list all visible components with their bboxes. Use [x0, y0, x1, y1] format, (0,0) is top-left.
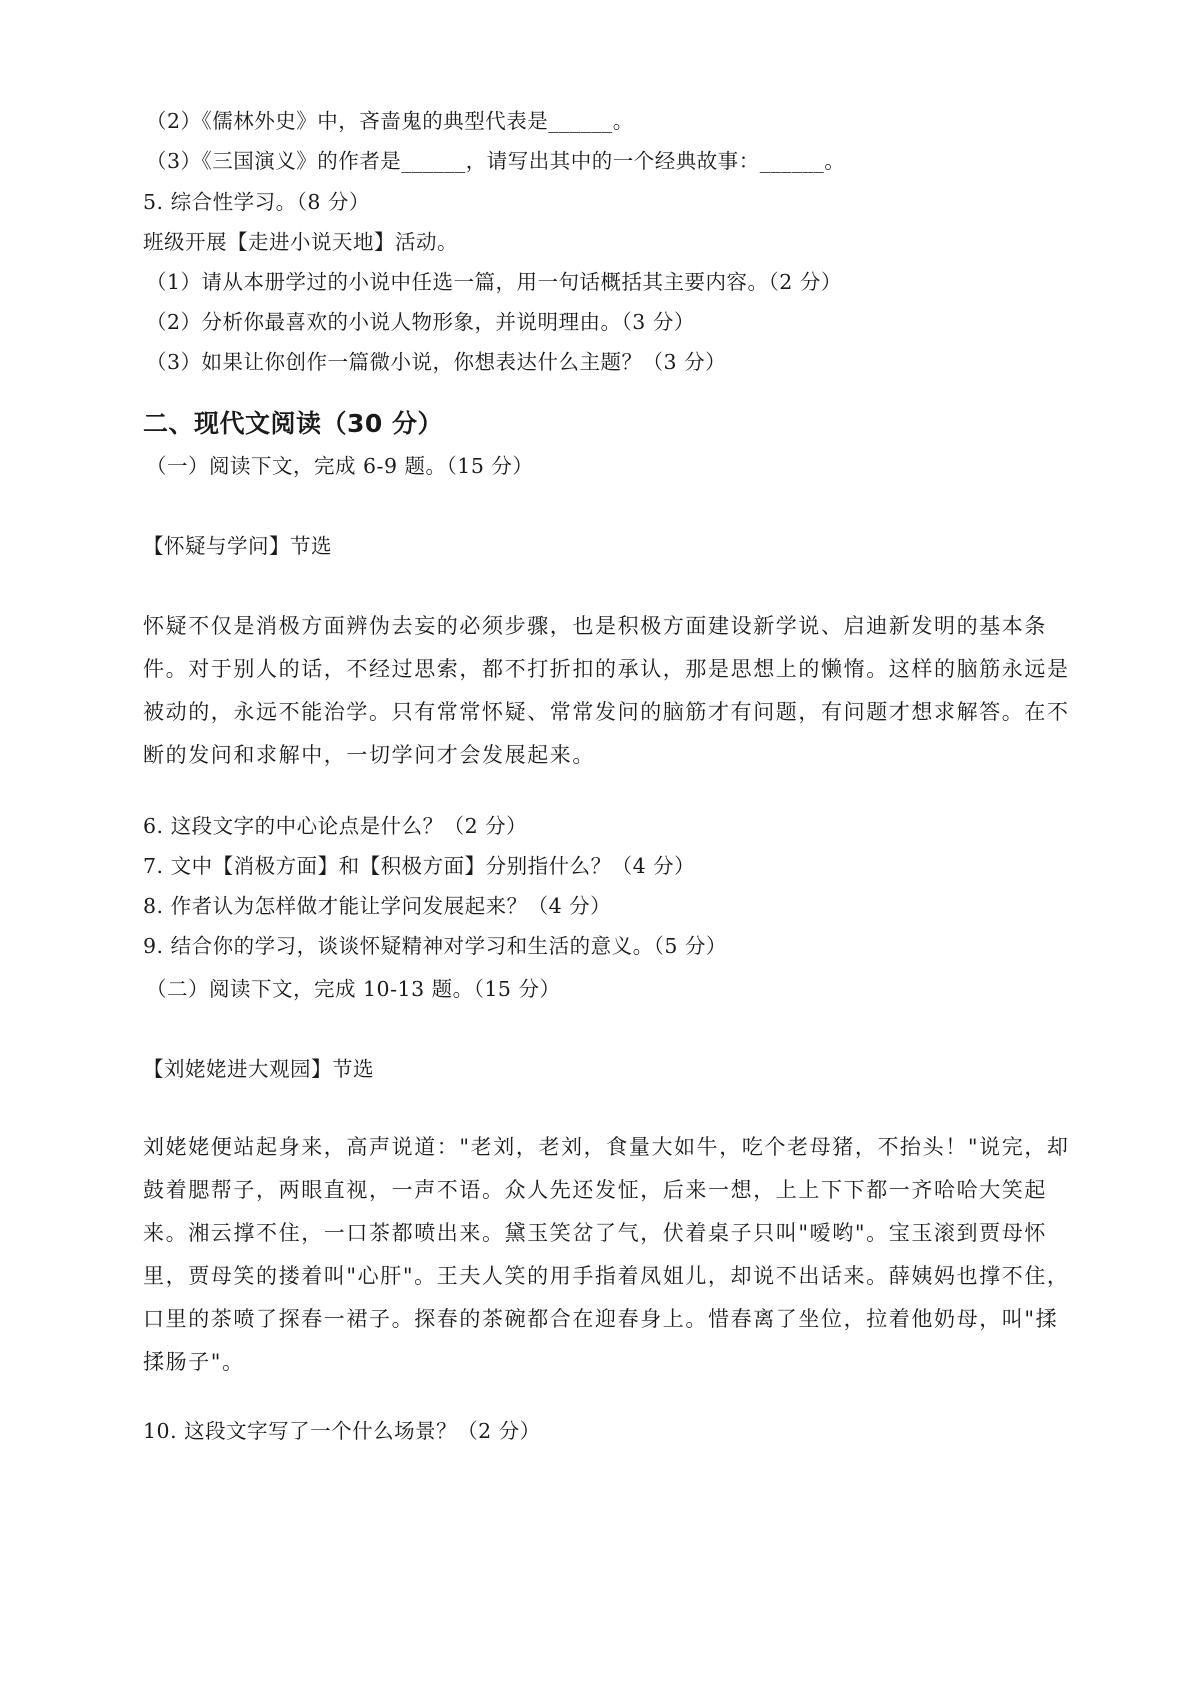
question-9: 9. 结合你的学习，谈谈怀疑精神对学习和生活的意义。（5 分） — [143, 934, 727, 958]
section-heading-modern-reading: 二、现代文阅读（30 分） — [143, 409, 443, 438]
reading-1-instruction: （一）阅读下文，完成 6-9 题。（15 分） — [146, 454, 534, 478]
reading-2-instruction: （二）阅读下文，完成 10-13 题。（15 分） — [146, 977, 561, 1001]
passage-line: 来。湘云撑不住，一口茶都喷出来。黛玉笑岔了气，伏着桌子只叫"嗳哟"。宝玉滚到贾母怀 — [143, 1221, 1047, 1245]
reading-2-title: 【刘姥姥进大观园】节选 — [143, 1057, 374, 1081]
question-5-part-2: （2）分析你最喜欢的小说人物形象，并说明理由。（3 分） — [146, 310, 695, 334]
question-5-title: 5. 综合性学习。（8 分） — [143, 190, 370, 214]
passage-line: 口里的茶喷了探春一裙子。探春的茶碗都合在迎春身上。惜春离了坐位，拉着他奶母，叫"揉 — [143, 1307, 1059, 1331]
question-7: 7. 文中【消极方面】和【积极方面】分别指什么？（4 分） — [143, 854, 696, 878]
question-5-part-3: （3）如果让你创作一篇微小说，你想表达什么主题？（3 分） — [146, 350, 727, 374]
passage-line: 里，贾母笑的搂着叫"心肝"。王夫人笑的用手指着凤姐儿，却说不出话来。薛姨妈也撑不住， — [143, 1264, 1070, 1288]
question-10: 10. 这段文字写了一个什么场景？（2 分） — [143, 1419, 541, 1443]
question-4-part-3: （3）《三国演义》的作者是______，请写出其中的一个经典故事：______。 — [146, 149, 846, 173]
question-5-intro: 班级开展【走进小说天地】活动。 — [143, 230, 458, 254]
question-4-part-2: （2）《儒林外史》中，吝啬鬼的典型代表是______。 — [146, 109, 634, 133]
reading-1-title: 【怀疑与学问】节选 — [143, 534, 332, 558]
passage-line: 断的发问和求解中，一切学问才会发展起来。 — [143, 743, 595, 767]
passage-line: 件。对于别人的话，不经过思索，都不打折扣的承认，那是思想上的懒惰。这样的脑筋永远是 — [143, 657, 1070, 681]
passage-line: 刘姥姥便站起身来，高声说道："老刘，老刘，食量大如牛，吃个老母猪，不抬头！"说完，却 — [143, 1135, 1070, 1159]
passage-line: 被动的，永远不能治学。只有常常怀疑、常常发问的脑筋才有问题，有问题才想求解答。在不 — [143, 700, 1070, 724]
question-6: 6. 这段文字的中心论点是什么？（2 分） — [143, 814, 528, 838]
passage-line: 鼓着腮帮子，两眼直视，一声不语。众人先还发怔，后来一想，上上下下都一齐哈哈大笑起 — [143, 1178, 1047, 1202]
question-5-part-1: （1）请从本册学过的小说中任选一篇，用一句话概括其主要内容。（2 分） — [146, 270, 842, 294]
question-8: 8. 作者认为怎样做才能让学问发展起来？（4 分） — [143, 894, 612, 918]
passage-line: 怀疑不仅是消极方面辨伪去妄的必须步骤，也是积极方面建设新学说、启迪新发明的基本条 — [143, 614, 1047, 638]
passage-line: 揉肠子"。 — [143, 1350, 245, 1374]
